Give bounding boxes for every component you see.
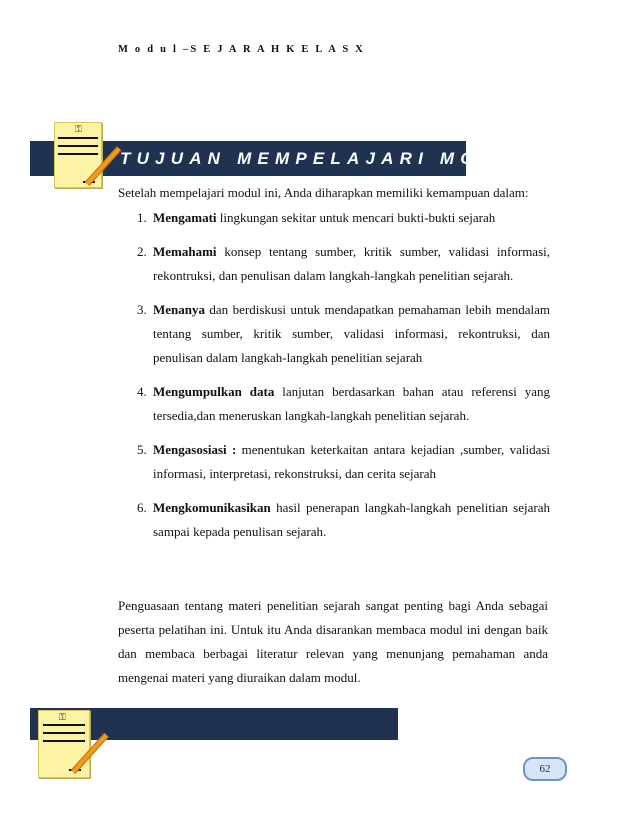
list-item: 3. Menanya dan berdiskusi untuk mendapatkan pemahaman lebih mendalam tentang sumber, kritik sumber, validasi informasi, rekontruksi, dan penulisan dalam langkah-langkah penelitian sejarah	[137, 302, 550, 365]
page-number-badge: 62	[523, 757, 567, 781]
key-icon: ⚿	[75, 125, 82, 135]
list-item: 6. Mengkomunikasikan hasil penerapan langkah-langkah penelitian sejarah sampai kepada penulisan sejarah.	[137, 500, 550, 539]
list-item: 5. Mengasosiasi : menentukan keterkaitan antara kejadian ,sumber, validasi informasi, interpretasi, rekonstruksi, dan cerita sejarah	[137, 442, 551, 481]
list-item: 1. Mengamati lingkungan sekitar untuk mencari bukti-bukti sejarah	[137, 210, 496, 225]
key-icon: ⚿	[59, 713, 66, 723]
closing-paragraph: Penguasaan tentang materi penelitian sejarah sangat penting bagi Anda sebagai peserta pelatihan ini. Untuk itu Anda disarankan membaca modul ini dengan baik dan membaca berbagai literatur relevan yang menunjang pemahaman anda mengenai materi yang diuraikan dalam modul.	[118, 598, 548, 685]
goals-list	[118, 206, 550, 554]
intro-text: Setelah mempelajari modul ini, Anda diharapkan memiliki kemampuan dalam:	[118, 185, 529, 200]
notepad-pencil-icon	[54, 122, 102, 188]
list-item: 4. Mengumpulkan data lanjutan berdasarkan bahan atau referensi yang tersedia,dan meneruskan langkah-langkah penelitian sejarah.	[137, 384, 551, 423]
notepad-pencil-icon	[38, 710, 90, 778]
page-header: M o d u l –S E J A R A H K E L A S X	[118, 44, 365, 55]
section-title: TUJUAN MEMPELAJARI MODUL	[120, 149, 534, 168]
list-item: 2. Memahami konsep tentang sumber, kritik sumber, validasi informasi, rekontruksi, dan penulisan dalam langkah-langkah penelitian sejarah.	[137, 244, 550, 283]
